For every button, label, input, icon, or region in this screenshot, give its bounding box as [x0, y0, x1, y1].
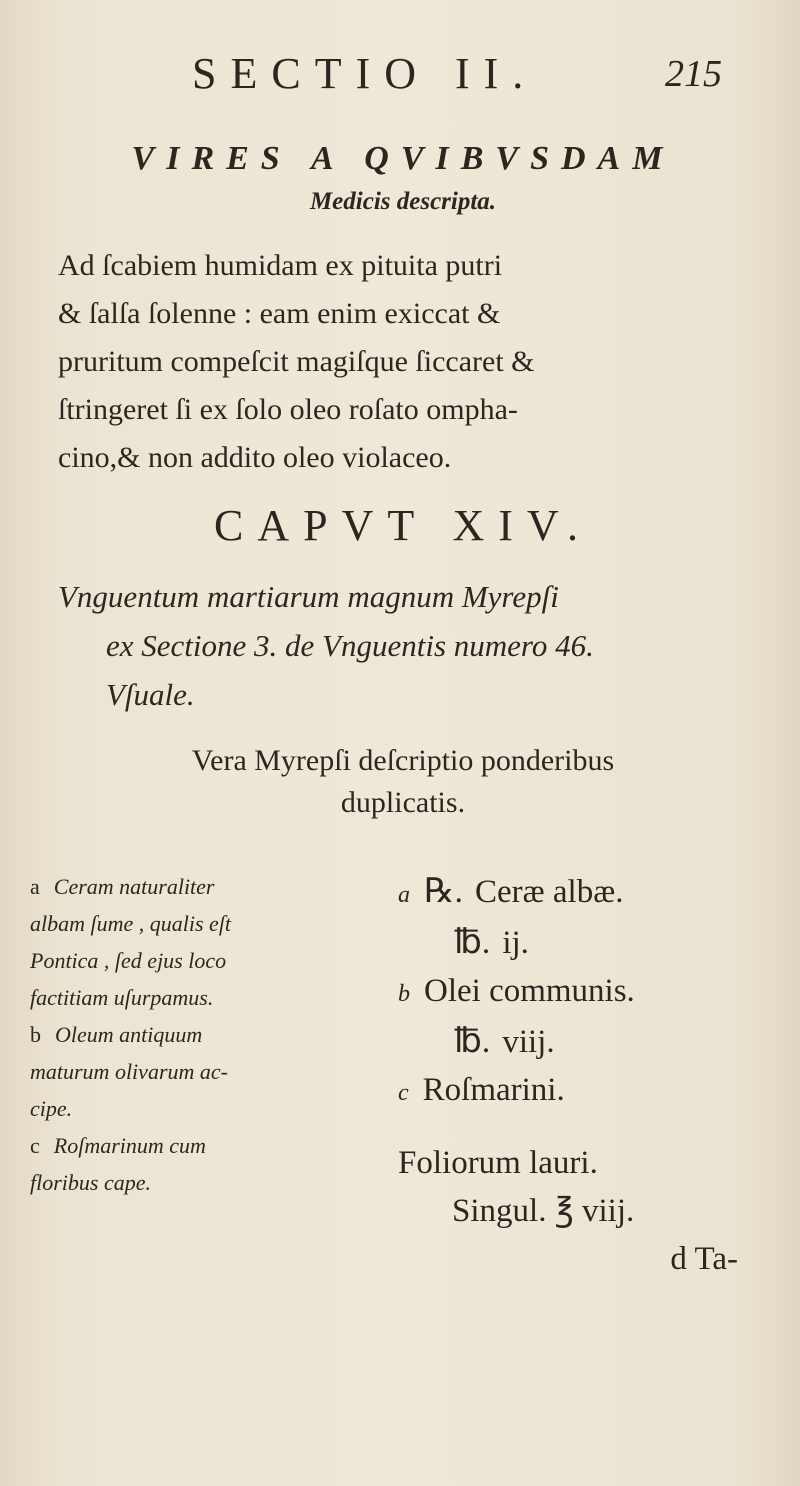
- recipe-line-b: [398, 967, 778, 1018]
- recipe-list: [398, 868, 778, 1283]
- paragraph-line: pruritum compeſcit magiſque ſiccaret &: [58, 345, 535, 378]
- note-letter: a: [30, 874, 40, 899]
- chapter-title-line: ex Sectione 3. de Vnguentis numero 46.: [106, 628, 594, 663]
- page-header: [0, 48, 800, 98]
- marginal-notes: [30, 868, 370, 1201]
- note-b: [30, 1016, 370, 1127]
- note-line: maturum olivarum ac-: [30, 1059, 228, 1084]
- recipe-line-a: [398, 868, 778, 919]
- chapter-title: [58, 572, 748, 719]
- recipe-text: Olei communis.: [424, 973, 635, 1009]
- section-subheading: Medicis descripta.: [309, 188, 497, 215]
- recipe-text: Roſmarini.: [422, 1072, 565, 1108]
- recipe-quantity: [398, 919, 778, 967]
- description-line: duplicatis.: [340, 786, 466, 819]
- description-line: Vera Myrepſi deſcriptio ponderibus: [191, 744, 615, 777]
- note-line: albam ſume , qualis eſt: [30, 911, 232, 936]
- note-line: Roſmarinum cum: [53, 1133, 206, 1158]
- chapter-heading: CAPVT XIV.: [214, 501, 592, 550]
- recipe-line-c: [398, 1066, 778, 1117]
- note-line: Oleum antiquum: [55, 1022, 203, 1047]
- recipe-line-e: Singul. ℥ viij.: [452, 1193, 635, 1229]
- note-c: [30, 1127, 370, 1201]
- recipe-text: viij.: [502, 1024, 555, 1060]
- note-line: factitiam uſurpamus.: [30, 985, 214, 1010]
- chapter-title-line: Vnguentum martiarum magnum Myrepſi: [58, 579, 559, 614]
- paragraph-line: cino,& non addito oleo violaceo.: [58, 441, 452, 474]
- recipe-line-d: Foliorum lauri.: [398, 1145, 598, 1181]
- note-line: Pontica , ſed ejus loco: [30, 948, 227, 973]
- note-line: cipe.: [30, 1096, 73, 1121]
- body-paragraph: [58, 242, 748, 482]
- note-line: Ceram naturaliter: [53, 874, 215, 899]
- page-number: 215: [665, 53, 722, 95]
- recipe-letter: b: [398, 981, 410, 1007]
- recipe-text: ij.: [502, 925, 529, 961]
- pound-symbol-icon: ℔.: [454, 1023, 491, 1060]
- note-line: floribus cape.: [30, 1170, 151, 1195]
- recipe-letter: c: [398, 1080, 409, 1106]
- note-letter: b: [30, 1022, 41, 1047]
- recipe-letter: a: [398, 882, 410, 908]
- recipe-text: Ceræ albæ.: [474, 874, 624, 910]
- catchword: d Ta-: [670, 1241, 738, 1277]
- pound-symbol-icon: ℔.: [454, 924, 491, 961]
- paragraph-line: & ſalſa ſolenne : eam enim exiccat &: [58, 297, 501, 330]
- note-letter: c: [30, 1133, 40, 1158]
- note-a: [30, 868, 370, 1016]
- paragraph-line: Ad ſcabiem humidam ex pituita putri: [58, 249, 503, 282]
- recipe-description: [58, 740, 748, 824]
- section-heading: VIRES A QVIBVSDAM: [131, 140, 675, 177]
- chapter-title-line: Vſuale.: [106, 677, 195, 712]
- running-head: SECTIO II.: [192, 49, 538, 98]
- recipe-symbol-icon: ℞.: [424, 873, 463, 910]
- paragraph-line: ſtringeret ſi ex ſolo oleo roſato ompha-: [58, 393, 518, 426]
- recipe-quantity: [398, 1018, 778, 1066]
